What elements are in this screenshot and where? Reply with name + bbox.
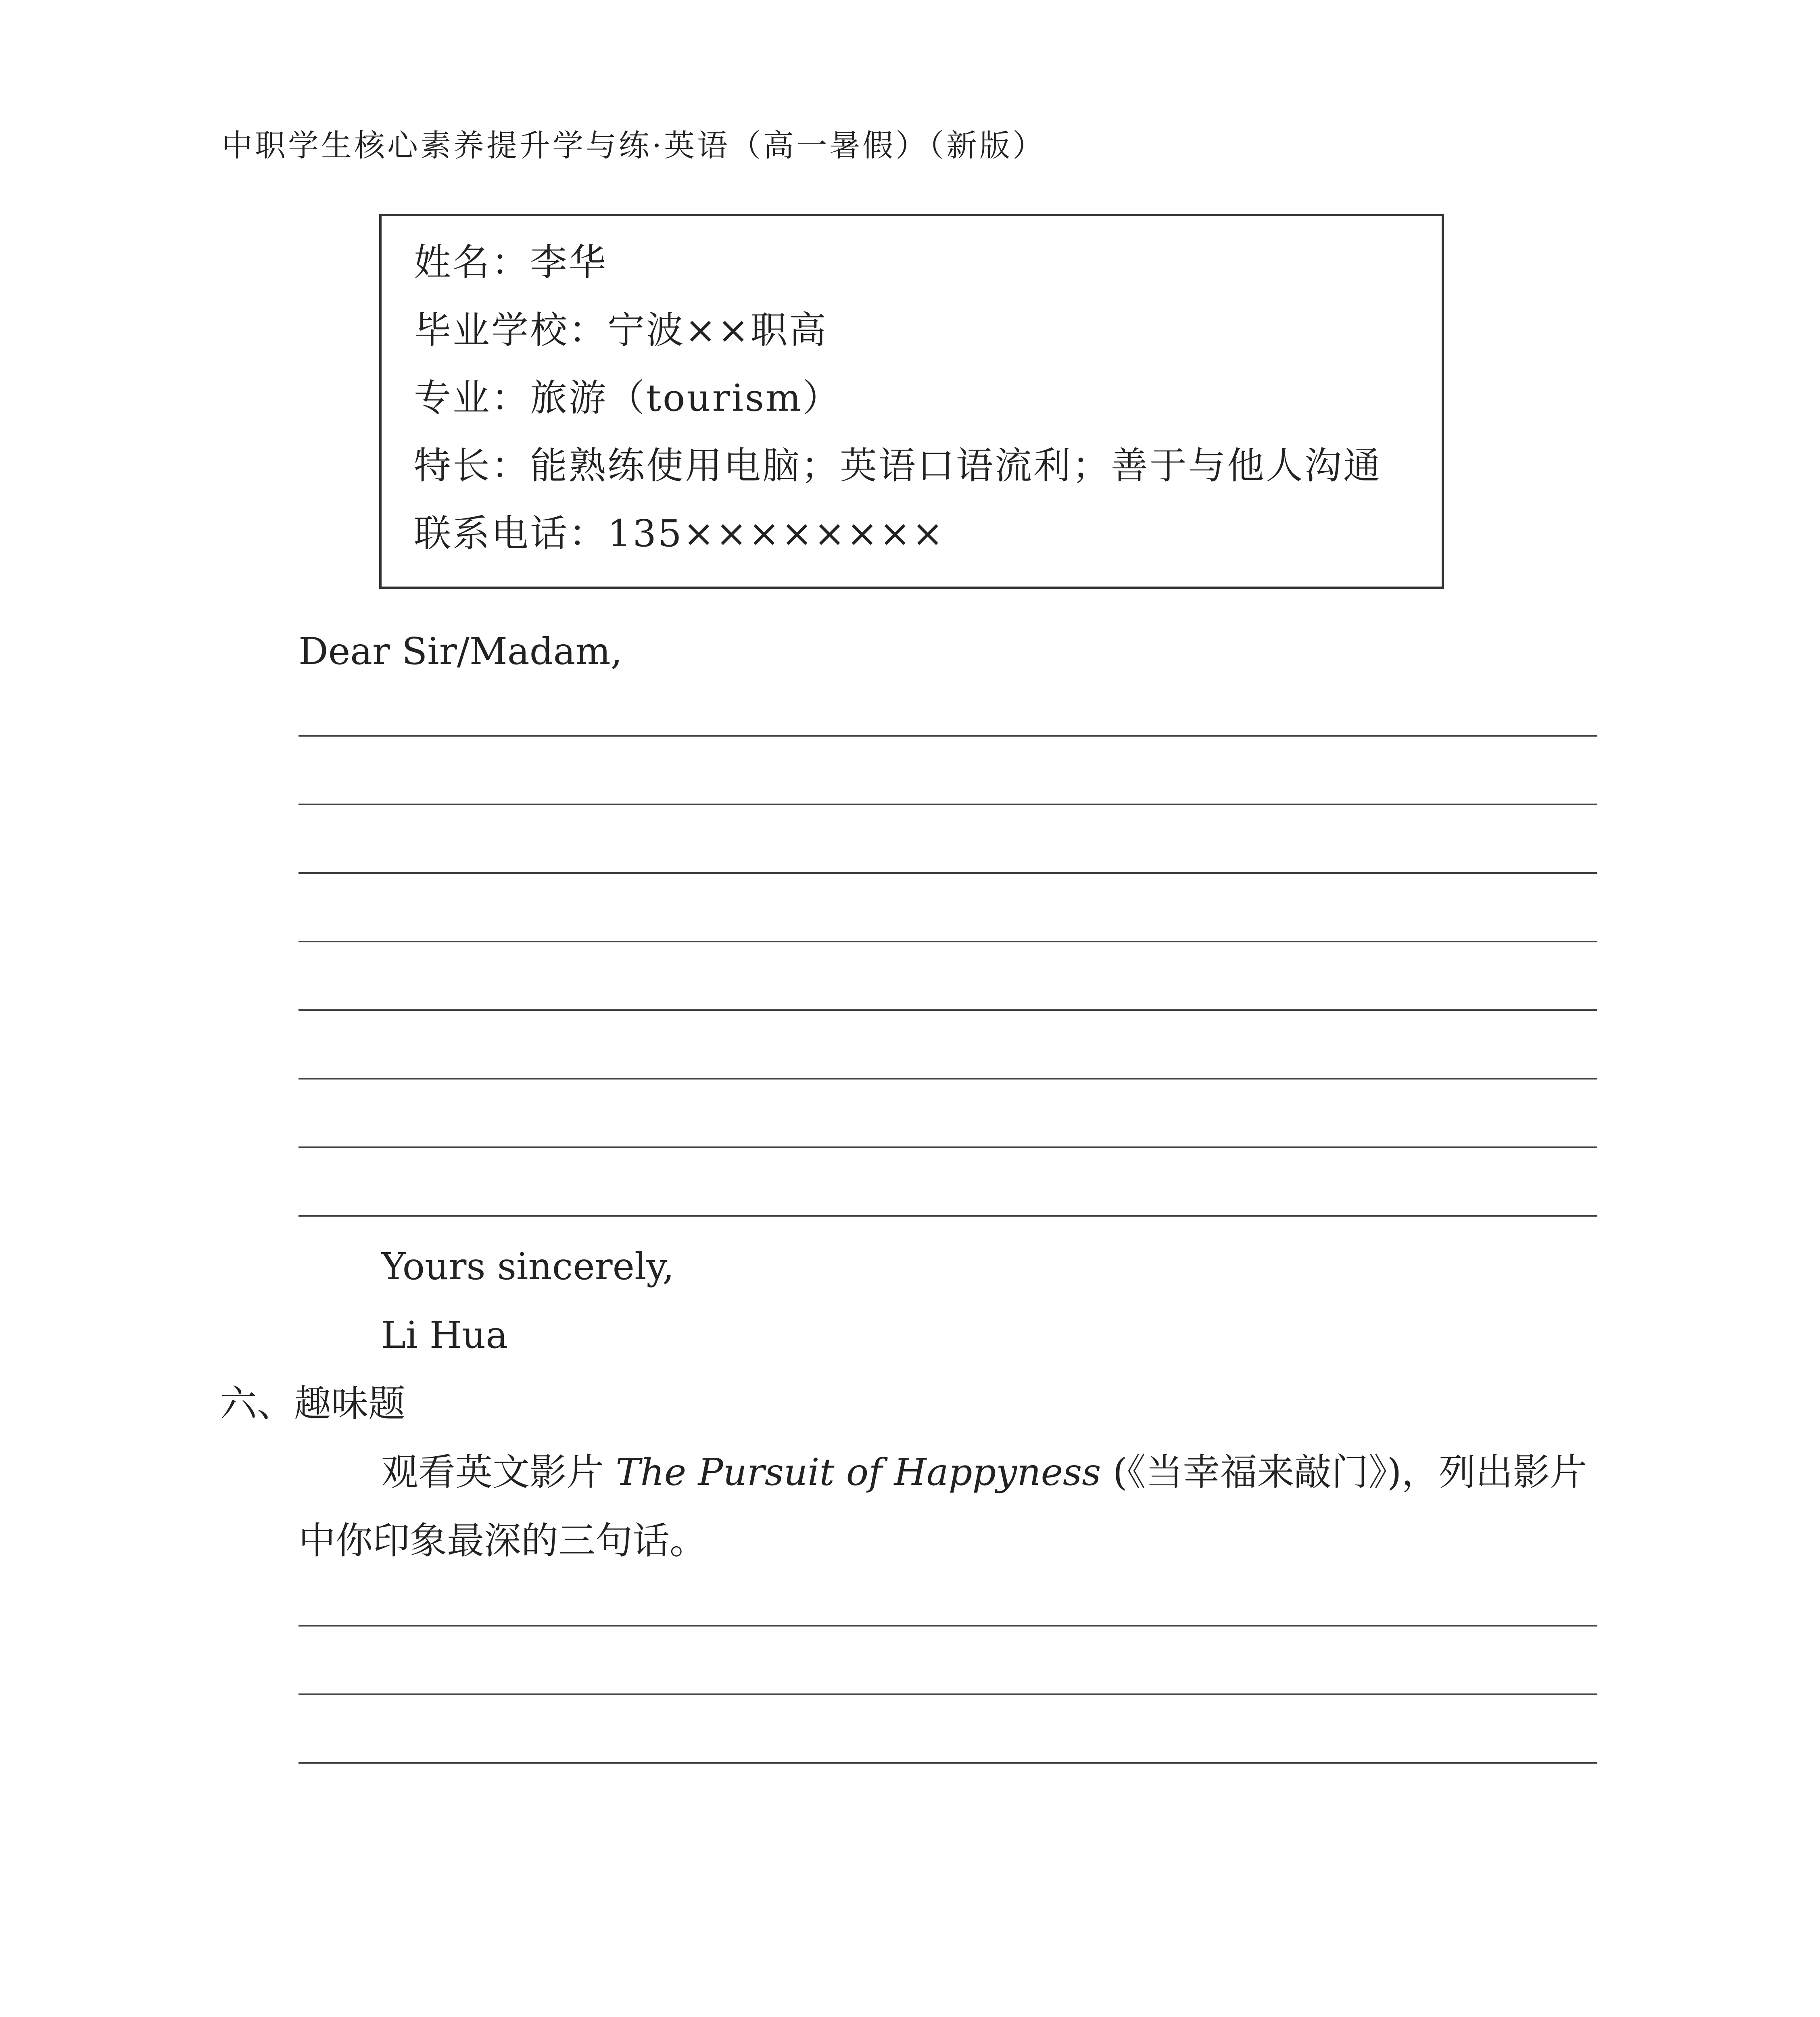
movie-title: The Pursuit of Happyness xyxy=(616,1451,1101,1494)
info-box xyxy=(379,214,1444,589)
answer-line xyxy=(298,1693,1597,1695)
info-skills: 特长：能熟练使用电脑；英语口语流利；善于与他人沟通 xyxy=(414,444,1382,487)
info-major: 专业：旅游（tourism） xyxy=(414,376,841,420)
answer-line xyxy=(298,1625,1597,1627)
letter-closing: Yours sincerely, xyxy=(381,1245,674,1288)
section-prompt-line1 xyxy=(381,1448,1587,1497)
info-phone: 联系电话：135×××××××× xyxy=(414,512,945,555)
letter-signature: Li Hua xyxy=(381,1313,508,1357)
writing-line xyxy=(298,872,1597,874)
info-name: 姓名：李华 xyxy=(414,241,608,284)
running-header: 中职学生核心素养提升学与练·英语（高一暑假）（新版） xyxy=(222,127,1046,163)
answer-line xyxy=(298,1762,1597,1764)
prompt-suffix: (《当幸福来敲门》)，列出影片 xyxy=(1112,1451,1587,1494)
section-heading: 六、趣味题 xyxy=(220,1382,406,1425)
letter-greeting: Dear Sir/Madam, xyxy=(298,630,622,673)
writing-line xyxy=(298,804,1597,805)
prompt-prefix: 观看英文影片 xyxy=(381,1451,604,1494)
writing-line xyxy=(298,941,1597,942)
writing-line xyxy=(298,735,1597,737)
writing-line xyxy=(298,1078,1597,1079)
writing-line xyxy=(298,1009,1597,1011)
section-prompt-line2: 中你印象最深的三句话。 xyxy=(298,1519,707,1562)
info-school: 毕业学校：宁波××职高 xyxy=(414,309,828,352)
writing-line xyxy=(298,1215,1597,1217)
writing-line xyxy=(298,1146,1597,1148)
